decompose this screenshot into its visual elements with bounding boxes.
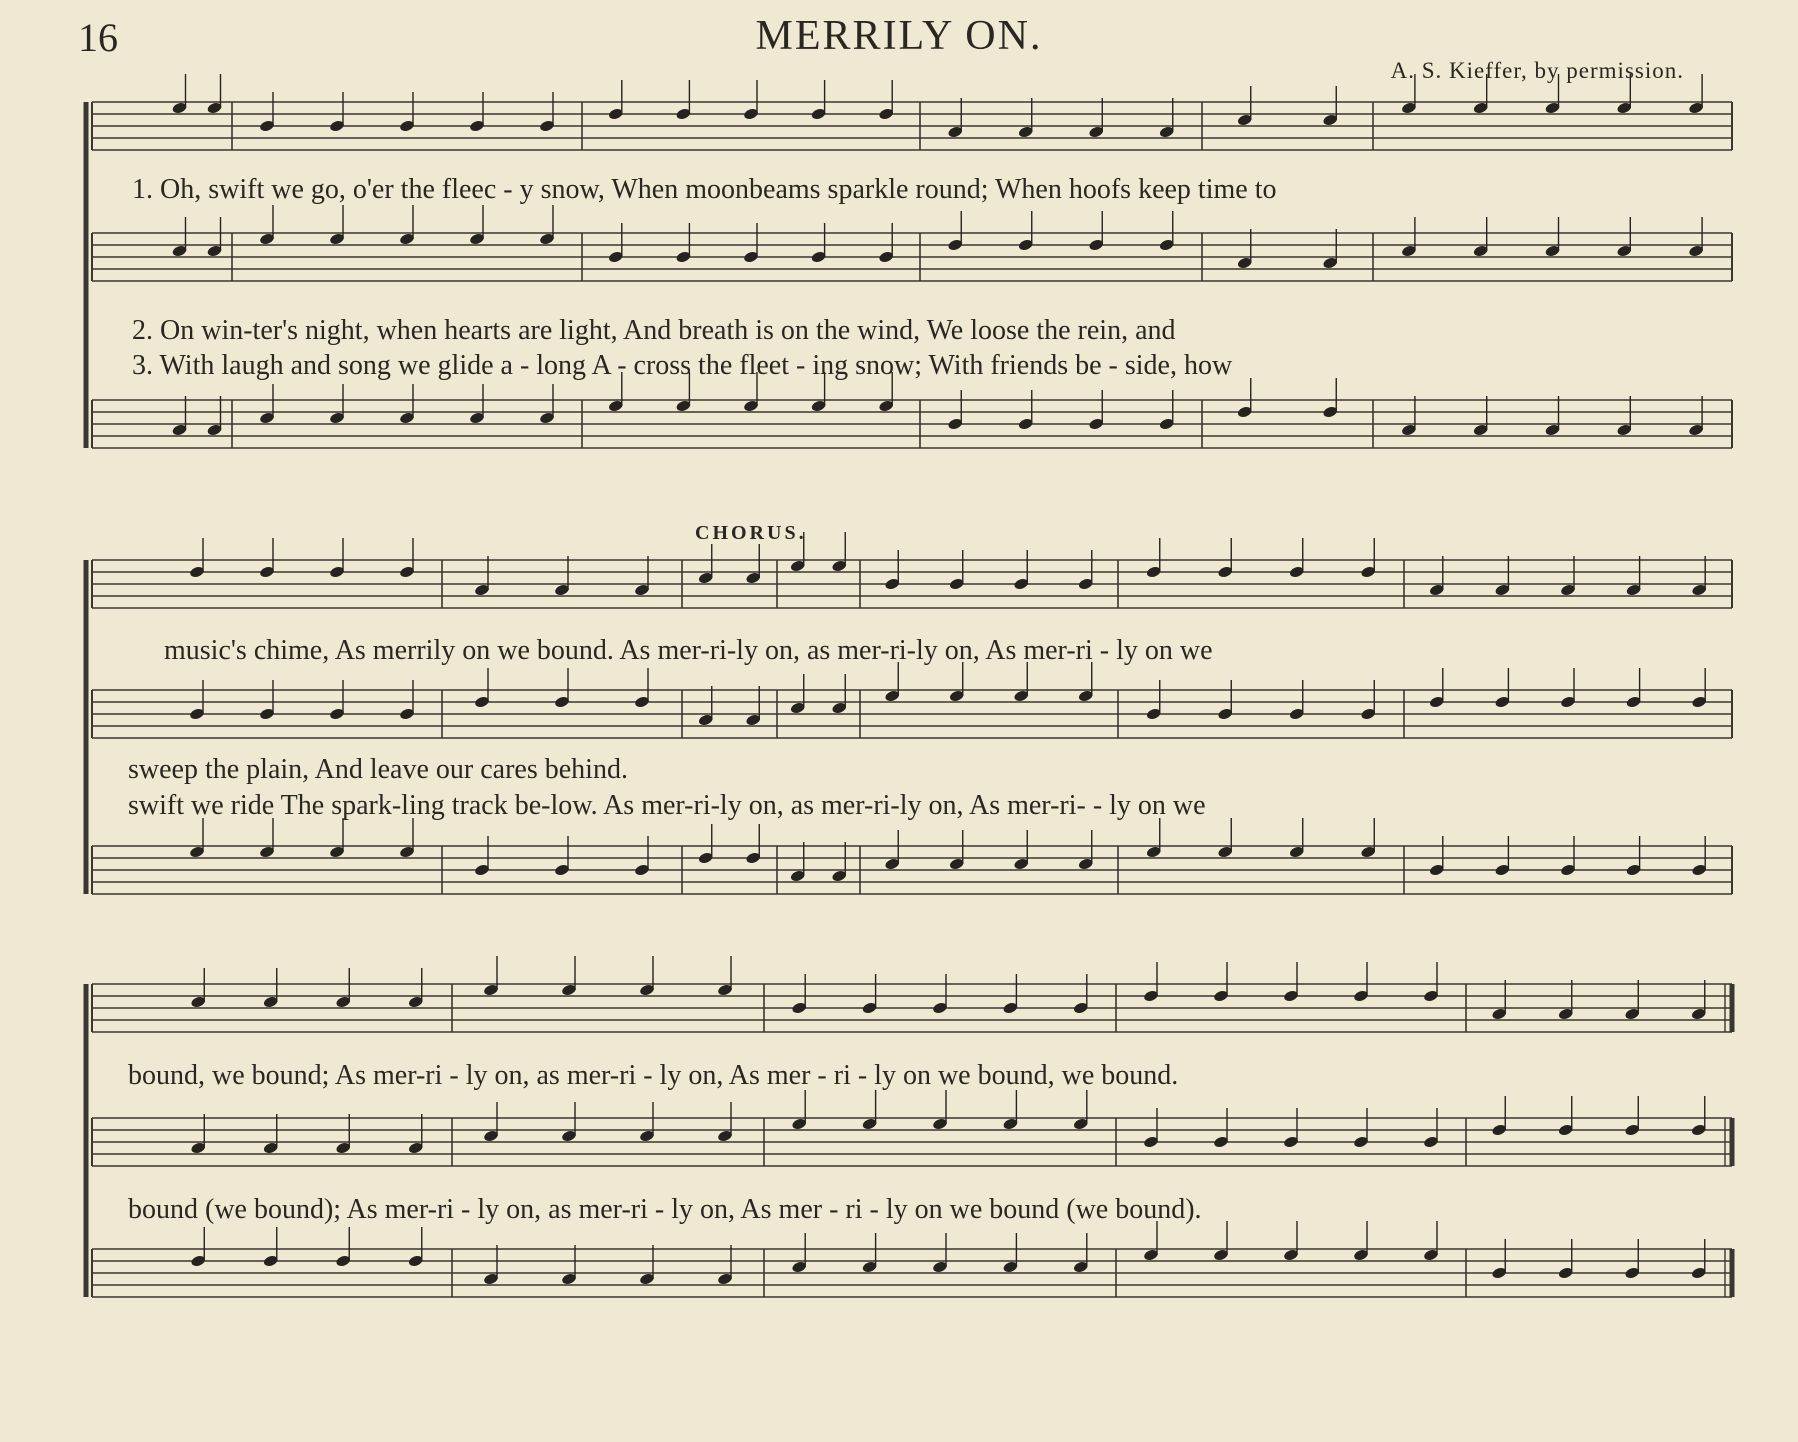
lyric-system1-verse2: 2. On win-ter's night, when hearts are light, And breath is on the wind, We loose the rein, and [132,315,1176,346]
lyric-system2-verse2: sweep the plain, And leave our cares behind. [128,754,628,785]
hymn-title: MERRILY ON. [755,13,1043,59]
lyric-system1-verse1: 1. Oh, swift we go, o'er the fleec - y snow, When moonbeams sparkle round; When hoofs keep time to [132,174,1277,205]
lyric-system3-verse1: bound, we bound; As mer-ri - ly on, as mer-ri - ly on, As mer - ri - ly on we bound, we bound. [128,1060,1179,1091]
lyric-system2-verse3: swift we ride The spark-ling track be-low. As mer-ri-ly on, as mer-ri-ly on, As mer-ri- - ly on we [128,790,1206,821]
composer-credit: A. S. Kieffer, by permission. [1390,58,1684,83]
page-number: 16 [78,15,118,60]
lyric-system2-verse1: music's chime, As merrily on we bound. As mer-ri-ly on, as mer-ri-ly on, As mer-ri - ly on we [164,635,1213,666]
lyric-system3-verse2: bound (we bound); As mer-ri - ly on, as mer-ri - ly on, As mer - ri - ly on we bound (we bound). [128,1194,1202,1225]
chorus-label: CHORUS. [695,522,807,544]
lyric-system1-verse3: 3. With laugh and song we glide a - long A - cross the fleet - ing snow; With friends be - side, how [132,350,1233,381]
